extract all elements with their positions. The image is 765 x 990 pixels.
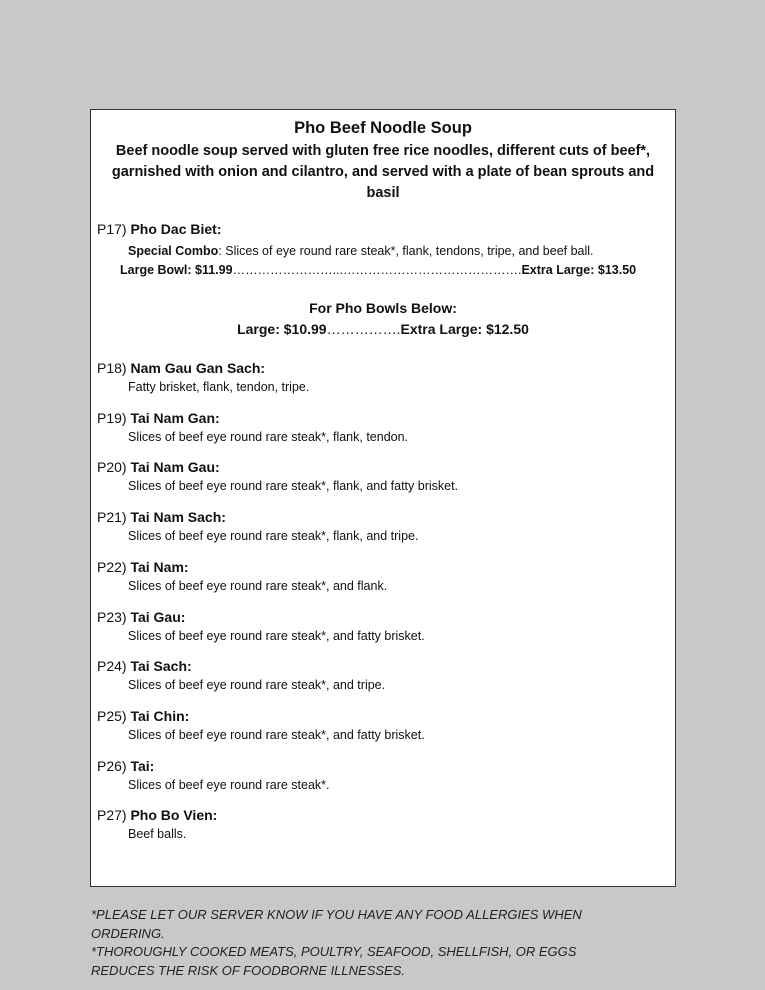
item-code: P27): [97, 807, 127, 824]
below-prices: [91, 321, 675, 337]
item-code: P21): [97, 509, 127, 526]
item-code: P23): [97, 608, 127, 625]
menu-item-name-line: [97, 758, 154, 774]
item-code: P17): [97, 221, 127, 237]
item-name: Tai Sach:: [130, 658, 192, 675]
item-name: Tai Gau:: [130, 608, 186, 625]
dot-leader: ……………………...…………………………………….: [232, 263, 522, 277]
combo-desc: [128, 244, 594, 258]
item-description: Slices of beef eye round rare steak*.: [128, 777, 330, 792]
large-price: Large Bowl: $11.99: [120, 263, 233, 277]
item-description: Slices of beef eye round rare steak*, and fatty brisket.: [128, 727, 425, 742]
combo-label: Special Combo: [128, 244, 219, 258]
footer-line: *PLEASE LET OUR SERVER KNOW IF YOU HAVE ANY FOOD ALLERGIES WHEN: [91, 907, 582, 922]
item-name: Nam Gau Gan Sach:: [130, 360, 266, 376]
item-name: Tai Nam Gan:: [130, 409, 220, 426]
item-code: P20): [97, 459, 127, 476]
dot-leader: …………….: [326, 321, 401, 337]
item-name: Pho Bo Vien:: [130, 807, 218, 824]
item-description: Beef balls.: [128, 827, 187, 842]
menu-item-name-line: [97, 559, 189, 575]
item-code: P25): [97, 707, 127, 724]
item-name: Tai Nam Sach:: [130, 509, 226, 526]
item-name: Tai Nam:: [130, 558, 189, 575]
below-heading: For Pho Bowls Below:: [309, 300, 457, 316]
section-subtitle: Beef noodle soup served with gluten free rice noodles, different cuts of beef*, garnished with onion and cilantro, and served with a plate of bean sprouts and basil: [111, 143, 655, 201]
large-price: : $10.99: [275, 321, 327, 337]
menu-item-name-line: [97, 807, 217, 823]
item-name: Pho Dac Biet:: [130, 221, 222, 237]
item-code: P18): [97, 360, 127, 376]
item-description: Fatty brisket, flank, tendon, tripe.: [128, 380, 310, 394]
footer-line: REDUCES THE RISK OF FOODBORNE ILLNESSES.: [91, 962, 405, 978]
item-description: Slices of beef eye round rare steak*, flank, tendon.: [128, 429, 409, 444]
menu-item-name-line: [97, 459, 220, 475]
menu-item-name-line: [97, 609, 185, 625]
xl-price: Extra Large: $13.50: [521, 263, 637, 277]
menu-item-name-line: [97, 708, 189, 724]
xl-price: Extra Large: $12.50: [400, 321, 529, 337]
item-name: Tai Nam Gau:: [130, 459, 220, 476]
menu-item-name-line: [97, 658, 192, 674]
item-code: P22): [97, 558, 127, 575]
footer-line: ORDERING.: [91, 925, 165, 941]
footer-notice: [91, 906, 582, 980]
item-description: Slices of beef eye round rare steak*, flank, and fatty brisket.: [128, 479, 459, 494]
item-name: Tai Chin:: [130, 707, 190, 724]
item-code: P24): [97, 658, 127, 675]
item-name: Tai:: [130, 757, 155, 774]
menu-item-name-line: [97, 509, 226, 525]
item-code: P19): [97, 409, 127, 426]
large-label: Large: [237, 321, 276, 337]
item-description: Slices of beef eye round rare steak*, and fatty brisket.: [128, 628, 425, 643]
menu-item-name-line: [97, 410, 220, 426]
menu-page: [90, 109, 676, 887]
combo-text: : Slices of eye round rare steak*, flank, tendons, tripe, and beef ball.: [218, 244, 594, 258]
section-title: Pho Beef Noodle Soup: [294, 119, 472, 137]
menu-item-p17: [97, 221, 221, 237]
item-description: Slices of beef eye round rare steak*, flank, and tripe.: [128, 529, 419, 544]
special-prices: [120, 263, 636, 277]
item-description: Slices of beef eye round rare steak*, and flank.: [128, 578, 388, 593]
footer-line: *THOROUGHLY COOKED MEATS, POULTRY, SEAFOOD, SHELLFISH, OR EGGS: [91, 944, 577, 959]
menu-item-name-line: [97, 360, 265, 376]
item-description: Slices of beef eye round rare steak*, and tripe.: [128, 678, 386, 693]
item-code: P26): [97, 757, 127, 774]
